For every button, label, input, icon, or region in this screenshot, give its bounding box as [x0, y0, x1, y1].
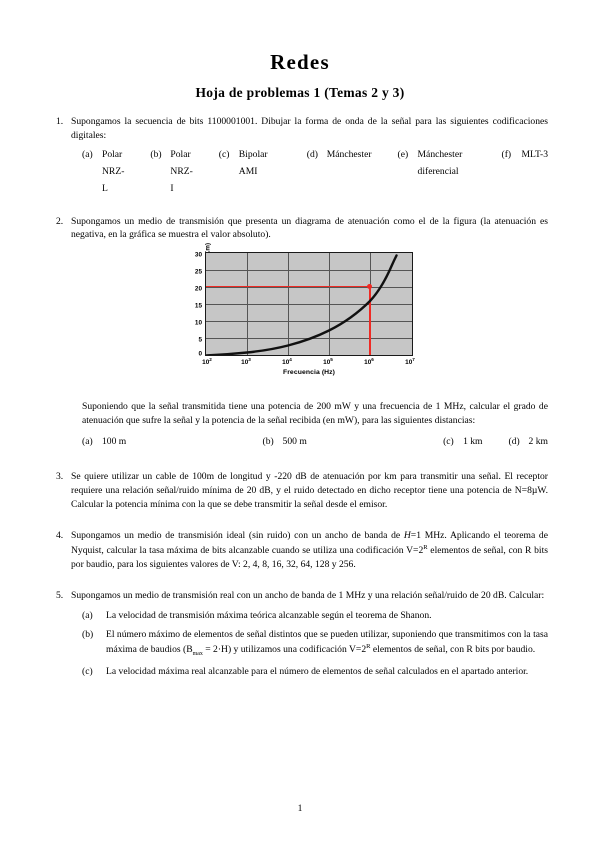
item-value: 500 m	[282, 435, 307, 447]
item-value: Mánchester diferencial	[417, 149, 463, 177]
problem-5-items	[56, 609, 548, 678]
x-tick: $10^5$	[323, 356, 333, 366]
problem-1-number: 1.	[56, 116, 64, 127]
item-label: (c)	[443, 435, 454, 447]
item-value: 100 m	[102, 435, 127, 447]
problem-2-text: Supongamos un medio de transmisión que presenta un diagrama de atenuación como el de la figura (la atenuación es negativa, en la gráfica se muestra el valor absoluto).	[71, 215, 548, 241]
item-label: (b)	[150, 149, 162, 161]
problem-5	[56, 589, 548, 603]
page-title: Redes	[270, 50, 330, 74]
x-tick: $10^7$	[405, 356, 415, 366]
problem-2-paragraph: Suponiendo que la señal transmitida tiene una potencia de 200 mW y una frecuencia de 1 MHz, calcular el grado de atenuación que sufre la señal y la potencia de la señal recibida (en mW), para las siguientes distancias:	[82, 400, 548, 426]
item-value: Bipolar AMI	[238, 149, 268, 177]
problem-1-items	[56, 147, 548, 197]
item-value: Polar NRZ-L	[102, 149, 125, 194]
problem-1	[56, 115, 548, 142]
item-label: (e)	[397, 149, 409, 161]
list-item	[281, 147, 372, 197]
problem-2	[56, 215, 548, 242]
list-item	[476, 147, 548, 197]
problem-2-number: 2.	[56, 215, 64, 227]
item-value: 1 km	[463, 435, 483, 447]
item-value: Mánchester	[326, 149, 372, 161]
y-tick: 15	[194, 302, 202, 310]
item-label: (d)	[508, 435, 520, 447]
problem-4-text: Supongamos un medio de transmisión ideal (sin ruido) con un ancho de banda de H=1 MHz. Aplicando el teorema de Nyquist, calcular la tasa máxima de bits alcanzable cuando se utiliza una codificación $V=2^R$ elementos de señal, con R bits por baudio, para los siguientes valores de V: 2, 4, 8, 16, 32, 64, 128 y 256.	[71, 530, 548, 570]
attenuation-chart	[186, 252, 418, 388]
document-body	[0, 115, 600, 678]
item-label: (b)	[262, 435, 274, 447]
item-value: El número máximo de elementos de señal distintos que se pueden utilizar, suponiendo que transmitimos con la tasa máxima de baudios $(B_{max} = 2\cdot H)$ y utilizamos una codificación $V=2^R$ elementos de señal, con R bits por baudio.	[106, 629, 548, 658]
list-item	[56, 628, 548, 658]
x-tick: $10^2$	[202, 356, 212, 366]
item-value: La velocidad de transmisión máxima teórica alcanzable según el teorema de Shanon.	[106, 609, 432, 621]
problem-2-items	[56, 434, 548, 451]
problem-3	[56, 470, 548, 511]
problem-4-number: 4.	[56, 530, 64, 542]
item-value: La velocidad máxima real alcanzable para el número de elementos de señal calculados en el apartado anterior.	[106, 665, 529, 677]
chart-y-ticks	[186, 252, 202, 356]
attenuation-chart-block	[56, 252, 548, 388]
list-item	[193, 147, 281, 197]
page-number: 1	[297, 803, 303, 814]
y-tick: 5	[198, 336, 202, 344]
item-label: (c)	[82, 665, 93, 677]
list-item	[56, 434, 237, 451]
item-value: Polar NRZ-I	[170, 149, 193, 194]
list-item	[237, 434, 418, 451]
item-label: (a)	[82, 149, 93, 161]
x-tick: $10^6$	[364, 356, 374, 366]
list-item	[56, 147, 124, 197]
list-item	[483, 434, 548, 451]
problem-5-number: 5.	[56, 590, 64, 602]
list-item	[124, 147, 192, 197]
y-tick: 30	[194, 251, 202, 259]
problem-4	[56, 529, 548, 571]
list-item	[372, 147, 476, 197]
x-tick: $10^4$	[282, 356, 292, 366]
x-tick: $10^3$	[241, 356, 251, 366]
chart-x-ticks	[202, 356, 415, 369]
problem-3-number: 3.	[56, 471, 64, 483]
chart-plot-area	[205, 252, 413, 356]
item-label: (c)	[218, 149, 230, 161]
page-subtitle: Hoja de problemas 1 (Temas 2 y 3)	[195, 85, 405, 100]
list-item	[56, 609, 548, 623]
y-tick: 10	[194, 319, 202, 327]
list-item	[417, 434, 482, 451]
item-label: (a)	[82, 609, 93, 621]
item-label: (f)	[501, 149, 512, 161]
problem-3-text: Se quiere utilizar un cable de 100m de longitud y -220 dB de atenuación por km para transmitir una señal. El receptor requiere una relación señal/ruido mínima de 20 dB, y el ruido detectado en dicho receptor tiene una potencia de N=8µW. Calcular la potencia mínima con la que se debe transmitir la señal desde el emisor.	[71, 471, 548, 510]
item-value: 2 km	[528, 435, 548, 447]
chart-x-axis-label: Frecuencia (Hz)	[282, 368, 336, 376]
y-tick: 20	[194, 285, 202, 293]
problem-5-text: Supongamos un medio de transmisión real con un ancho de banda de 1 MHz y una relación señal/ruido de 20 dB. Calcular:	[71, 590, 545, 602]
y-tick: 0	[198, 350, 202, 358]
item-label: (b)	[82, 629, 94, 641]
annotation-point	[367, 284, 372, 289]
chart-curve	[206, 253, 413, 356]
item-label: (a)	[82, 435, 93, 447]
item-value: MLT-3	[521, 149, 548, 161]
item-label: (d)	[306, 149, 318, 161]
y-tick: 25	[194, 268, 202, 276]
problem-1-text: Supongamos la secuencia de bits 1100001001. Dibujar la forma de onda de la señal para las siguientes codificaciones digitales:	[71, 116, 548, 141]
list-item	[56, 665, 548, 679]
